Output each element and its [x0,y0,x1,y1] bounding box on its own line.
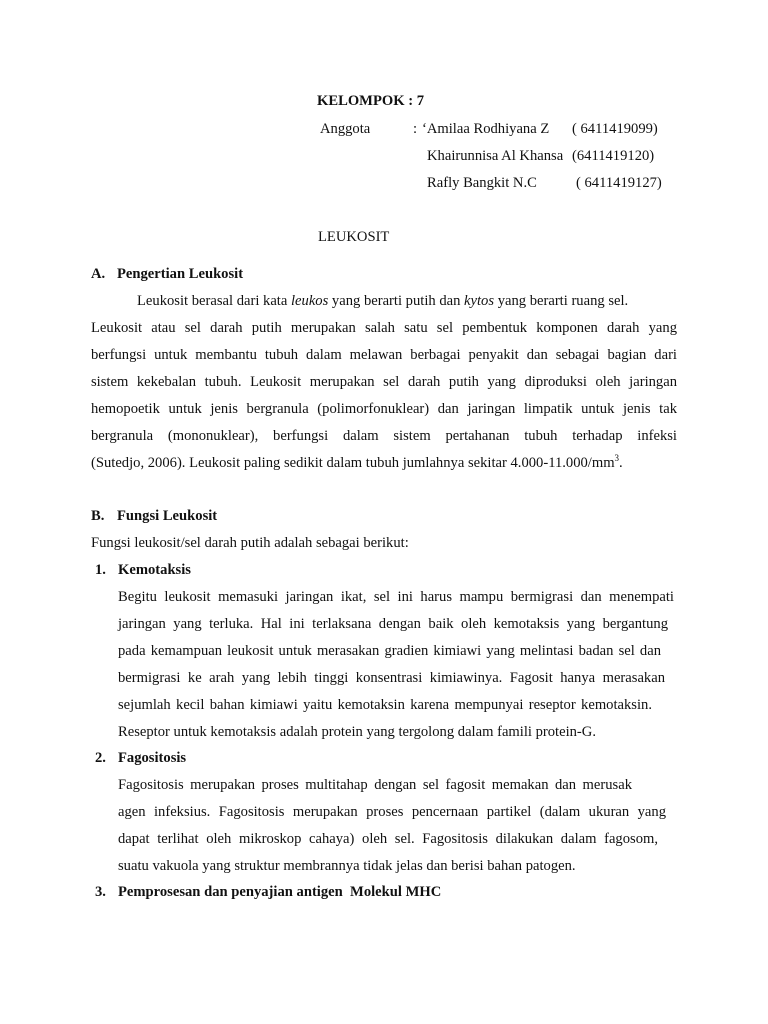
member-name: Khairunnisa Al Khansa [427,148,564,164]
members-label: Anggota [320,121,371,137]
item-number: 1. [95,562,106,578]
paragraph-line: sistem kekebalan tubuh. Leukosit merupakan sel darah putih yang diproduksi oleh jaringan [91,374,677,390]
paragraph-line: bergranula (mononuklear), berfungsi dalam sistem pertahanan tubuh terhadap infeksi [91,428,677,444]
section-b-intro: Fungsi leukosit/sel darah putih adalah sebagai berikut: [91,535,409,551]
item-title: Fagositosis [118,750,187,766]
member-id: ( 6411419127) [576,175,662,191]
paragraph-line: berfungsi untuk membantu tubuh dalam melawan berbagai penyakit dan sebagai bagian dari [91,347,677,363]
member-id: ( 6411419099) [572,121,658,137]
paragraph-line: sejumlah kecil bahan kimiawi yaitu kemotaksin karena mempunyai reseptor kemotaksin. [118,697,652,713]
paragraph-line: Leukosit atau sel darah putih merupakan salah satu sel pembentuk komponen darah yang [91,320,677,336]
term-kytos: kytos [464,293,495,309]
member-name: Rafly Bangkit N.C [427,175,537,191]
section-a-first-line: Leukosit berasal dari kata leukos yang berarti putih dan kytos yang berarti ruang sel. [137,293,629,309]
paragraph-line: pada kemampuan leukosit untuk merasakan gradien kimiawi yang melintasi badan sel dan [118,643,661,659]
document-title: LEUKOSIT [318,229,390,245]
item-title: Kemotaksis [118,562,191,578]
paragraph-line: hemopoetik untuk jenis bergranula (polimorfonuklear) dan jaringan limpatik untuk jenis tak [91,401,677,417]
member-id: (6411419120) [572,148,655,164]
member-name: ‘Amilaa Rodhiyana Z [422,121,550,137]
item-number: 3. [95,884,106,900]
section-a-heading: Pengertian Leukosit [117,266,244,282]
paragraph-line: jaringan yang terluka. Hal ini terlaksana dengan baik oleh kemotaksis yang bergantung [118,616,668,632]
paragraph-last-line: (Sutedjo, 2006). Leukosit paling sedikit dalam tubuh jumlahnya sekitar $4.000-11.000/mm^3$. [91,453,623,471]
item-number: 2. [95,750,106,766]
paragraph-line: agen infeksius. Fagositosis merupakan proses pencernaan partikel (dalam ukuran yang [118,804,666,820]
group-label: KELOMPOK : 7 [317,93,425,109]
section-b-marker: B. [91,508,105,524]
item-title: Pemprosesan dan penyajian antigen Molekul MHC [118,884,442,900]
paragraph-line: suatu vakuola yang struktur membrannya tidak jelas dan berisi bahan patogen. [118,858,576,874]
section-b-heading: Fungsi Leukosit [117,508,218,524]
paragraph-line: bermigrasi ke arah yang lebih tinggi konsentrasi kimiawinya. Fagosit hanya merasakan [118,670,665,686]
section-a-marker: A. [91,266,106,282]
paragraph-line: Reseptor untuk kemotaksis adalah protein yang tergolong dalam famili protein-G. [118,724,596,740]
paragraph-line: dapat terlihat oleh mikroskop cahaya) oleh sel. Fagositosis dilakukan dalam fagosom, [118,831,658,847]
superscript: 3 [614,453,620,464]
term-leukos: leukos [290,293,329,309]
members-colon: : [413,121,418,137]
paragraph-line: Fagositosis merupakan proses multitahap dengan sel fagosit memakan dan merusak [118,777,632,793]
paragraph-line: Begitu leukosit memasuki jaringan ikat, sel ini harus mampu bermigrasi dan menempati [118,589,674,605]
